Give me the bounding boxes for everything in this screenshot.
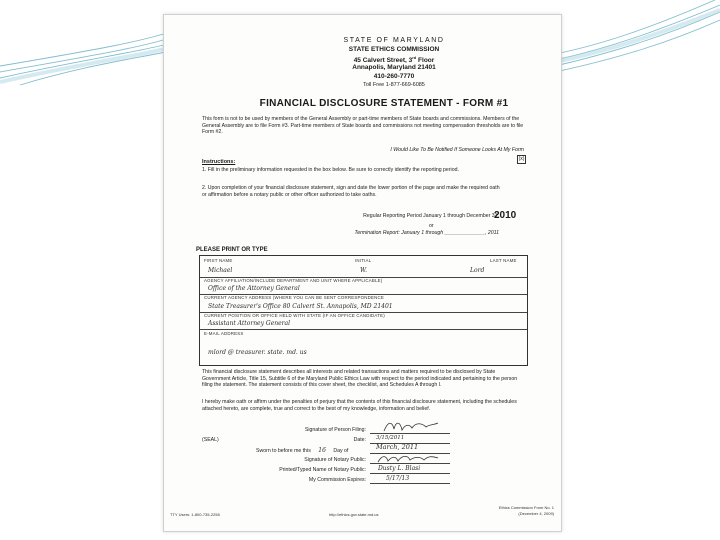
phone-number: 410-260-7770 (373, 73, 415, 80)
street-address-superscript: rd (412, 55, 417, 60)
name-row (200, 256, 527, 278)
agency-value[interactable]: Office of the Attorney General (208, 285, 300, 292)
commission-expires-line (370, 483, 450, 484)
form-title: FINANCIAL DISCLOSURE STATEMENT - FORM #1 (259, 98, 509, 109)
street-address-floor: Floor (416, 57, 435, 65)
commission-heading: STATE ETHICS COMMISSION (348, 46, 440, 53)
reporting-year: 2010 (494, 210, 517, 221)
sworn-post-text: Day of (333, 448, 349, 454)
notary-signature-scribble (376, 452, 440, 465)
last-name-value[interactable]: Lord (470, 267, 485, 274)
position-value[interactable]: Assistant Attorney General (208, 320, 291, 327)
initial-label: INITIAL (355, 258, 372, 263)
oath-paragraph: I hereby make oath or affirm under the penalties of perjury that the contents of this financial disclosure statement, including the schedules attached hereto, are complete, true and correct to the best of my knowledge, information and belief. (202, 399, 517, 412)
termination-period-label: Termination Report: January 1 through ______________, 2011 (354, 230, 499, 236)
toll-free-number: Toll Free 1-877-669-6085 (363, 82, 425, 88)
address-label: CURRENT AGENCY ADDRESS (WHERE YOU CAN BE SENT CORRESPONDENCE (204, 295, 385, 300)
address-value[interactable]: State Treasurer's Office 80 Calvert St. Annapolis, MD 21401 (208, 303, 393, 310)
date-value[interactable]: 3/15/2011 (376, 435, 405, 441)
seal-label: (SEAL) (202, 437, 219, 443)
filer-signature-scribble (382, 419, 442, 435)
commission-expires-label: My Commission Expires: (308, 477, 366, 483)
initial-value[interactable]: W. (360, 267, 368, 274)
agency-label: AGENCY AFFILIATION/INCLUDE DEPARTMENT AND UNIT WHERE APPLICABLE) (204, 278, 383, 283)
sworn-pre-text: Sworn to before me this (256, 448, 311, 454)
document-page (163, 14, 562, 532)
city-address: Annapolis, Maryland 21401 (352, 64, 436, 71)
printed-name-label: Printed/Typed Name of Notary Public: (279, 467, 366, 473)
email-label: E-MAIL ADDRESS (204, 331, 244, 336)
printed-name-value[interactable]: Dusty L. Blasi (378, 465, 421, 472)
printed-name-line (370, 473, 450, 474)
email-row (200, 329, 527, 365)
notary-signature-label: Signature of Notary Public: (304, 457, 366, 463)
form-id: Ethics Commission Form No. 1 (498, 505, 554, 510)
commission-expires-value[interactable]: 5/17/13 (386, 475, 410, 482)
position-row (200, 312, 527, 330)
notify-text: I Would Like To Be Notified If Someone Looks At My Form (390, 147, 524, 153)
first-name-label: FIRST NAME (204, 258, 233, 263)
or-label: or (429, 223, 434, 229)
instruction-item-1: 1. Fill in the preliminary information requested in the box below. Be sure to correctly identify the reporting period. (202, 167, 459, 173)
notify-checkbox[interactable]: (x) (518, 156, 525, 162)
date-label: Date: (353, 437, 366, 443)
intro-paragraph: This form is not to be used by members of the General Assembly or part-time members of State boards and commissions. Members of the General Assembly are to file Form #3. Part-time members of State boards and commissions not meeting compensation thresholds are to file Form #2. (202, 116, 524, 136)
sworn-month-value[interactable]: March, 2011 (376, 443, 419, 451)
instruction-item-2: 2. Upon completion of your financial disclosure statement, sign and date the lower portion of the page and make the required oath or affirmation before a notary public or other officer authorized to take oaths. (202, 185, 500, 198)
street-address (279, 55, 509, 64)
tty-number: TTY Users: 1-800-735-2258 (170, 512, 220, 517)
position-label: CURRENT POSITION OR OFFICE HELD WITH STATE (IF AN OFFICE CANDIDATE) (204, 313, 385, 318)
state-heading: STATE OF MARYLAND (343, 37, 445, 44)
sworn-day-value[interactable]: 16 (318, 447, 326, 454)
signature-filer-label: Signature of Person Filing: (304, 427, 366, 433)
regular-period-label: Regular Reporting Period January 1 through December 31, (363, 213, 499, 219)
statement-paragraph: This financial disclosure statement describes all interests and related transactions and matters required to be disclosed by State Government Article, Title 15, Subtitle 6 of the Maryland Public Ethics Law with respect to the period indicated and pertaining to the person filing the statement. The statement consists of this cover sheet, the checklist, and Schedules A through I. (202, 369, 518, 389)
please-print-heading: PLEASE PRINT OR TYPE (196, 247, 268, 253)
form-revised-date: (December 4, 2009) (518, 511, 554, 516)
sworn-statement (256, 447, 348, 454)
street-address-main: 45 Calvert Street, 3 (353, 57, 413, 65)
last-name-label: LAST NAME (490, 258, 517, 263)
email-value[interactable]: mlord @ treasurer. state. md. us (208, 349, 307, 356)
address-row (200, 294, 527, 313)
first-name-value[interactable]: Michael (208, 267, 233, 274)
instructions-label: Instructions: (202, 159, 236, 165)
agency-row (200, 277, 527, 295)
ethics-url[interactable]: http://ethics.gov.state.md.us (329, 512, 379, 517)
info-table (199, 255, 528, 366)
